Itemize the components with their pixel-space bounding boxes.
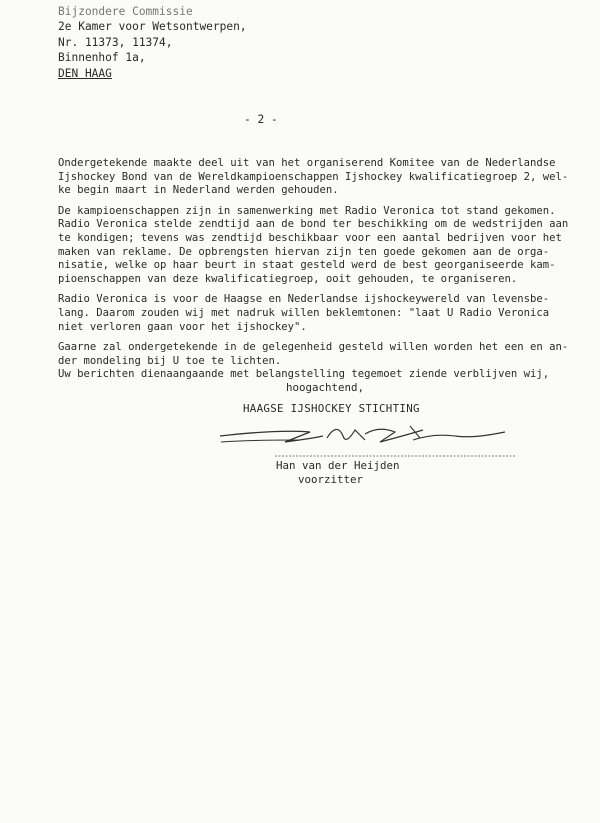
text-line: maken van reklame. De opbrengsten hiervan zijn ten goede gekomen aan de orga- bbox=[58, 245, 550, 258]
text-line: Radio Veronica is voor de Haagse en Nederlandse ijshockeywereld van levensbe- bbox=[58, 293, 550, 306]
address-line: Bijzondere Commissie bbox=[58, 5, 193, 18]
address-line: Nr. 11373, 11374, bbox=[58, 35, 173, 49]
paragraph bbox=[58, 341, 569, 382]
address-line: 2e Kamer voor Wetsontwerpen, bbox=[58, 20, 247, 34]
closing-salutation: hoogachtend, bbox=[286, 381, 365, 394]
text-line: Gaarne zal ondergetekende in de gelegenheid gesteld willen worden het een en an- bbox=[58, 341, 569, 354]
text-line: lang. Daarom zouden wij met nadruk willen beklemtonen: "laat U Radio Veronica bbox=[58, 306, 550, 319]
paragraph bbox=[58, 204, 569, 287]
text-line: ke begin maart in Nederland werden gehouden. bbox=[58, 184, 339, 197]
text-line: Ijshockey Bond van de Wereldkampioenschappen Ijshockey kwalificatiegroep 2, wel- bbox=[58, 170, 569, 183]
address-line: Binnenhof 1a, bbox=[58, 51, 146, 65]
text-line: pioenschappen van deze kwalificatiegroep, ooit gehouden, te organiseren. bbox=[58, 272, 518, 285]
paragraph bbox=[58, 293, 550, 334]
signatory-title: voorzitter bbox=[298, 473, 364, 486]
page-number: - 2 - bbox=[244, 113, 278, 126]
organization-name: HAAGSE IJSHOCKEY STICHTING bbox=[243, 402, 420, 415]
text-line: der mondeling bij U toe te lichten. bbox=[58, 354, 282, 367]
text-line: Radio Veronica stelde zendtijd aan de bond ter beschikking om de wedstrijden aan bbox=[58, 218, 569, 231]
address-city: DEN HAAG bbox=[58, 66, 112, 80]
signatory-name: Han van der Heijden bbox=[276, 459, 400, 472]
text-line: Uw berichten dienaangaande met belangstelling tegemoet ziende verblijven wij, bbox=[58, 368, 550, 381]
recipient-address bbox=[58, 4, 247, 81]
text-line: Ondergetekende maakte deel uit van het organiserend Komitee van de Nederlandse bbox=[58, 157, 556, 169]
letter-body bbox=[58, 157, 569, 389]
text-line: niet verloren gaan voor het ijshockey". bbox=[58, 320, 307, 333]
text-line: nisatie, welke op haar beurt in staat gesteld werd de best georganiseerde kam- bbox=[58, 259, 556, 272]
paragraph bbox=[58, 157, 569, 198]
text-line: De kampioenschappen zijn in samenwerking met Radio Veronica tot stand gekomen. bbox=[58, 204, 556, 217]
text-line: te kondigen; tevens was zendtijd beschikbaar voor een aantal bedrijven voor het bbox=[58, 231, 562, 244]
handwritten-signature bbox=[215, 418, 525, 458]
signatory bbox=[276, 459, 400, 487]
